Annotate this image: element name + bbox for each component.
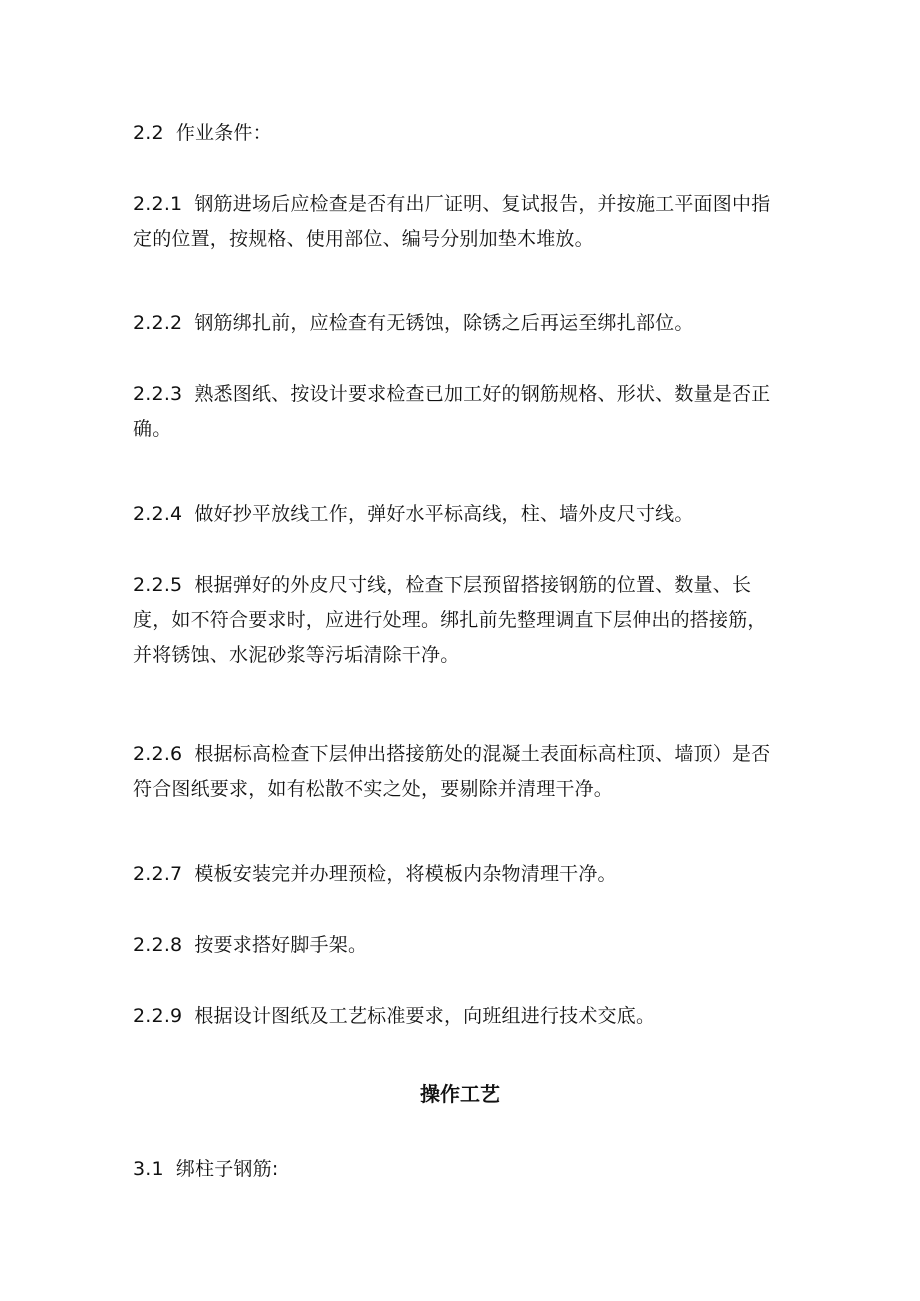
item-2-2-1 — [133, 187, 783, 257]
item-number: 2.2.9 — [133, 1005, 183, 1027]
item-2-2-6 — [133, 737, 783, 807]
item-2-2-7 — [133, 857, 783, 892]
item-2-2-2 — [133, 306, 783, 341]
section-title: 绑柱子钢筋: — [175, 1158, 279, 1180]
item-number: 2.2.5 — [133, 574, 183, 596]
section-3-heading: 操作工艺 — [420, 1082, 500, 1106]
item-number: 2.2.3 — [133, 383, 183, 405]
item-text: 模板安装完并办理预检，将模板内杂物清理干净。 — [194, 863, 617, 885]
item-2-2-4 — [133, 497, 783, 532]
item-number: 2.2.2 — [133, 312, 183, 334]
item-text: 根据设计图纸及工艺标准要求，向班组进行技术交底。 — [194, 1005, 656, 1027]
item-2-2-5 — [133, 568, 783, 673]
item-number: 2.2.4 — [133, 503, 183, 525]
item-text: 按要求搭好脚手架。 — [194, 934, 368, 956]
item-number: 2.2.8 — [133, 934, 183, 956]
section-number: 2.2 — [133, 122, 164, 144]
item-text: 根据标高检查下层伸出搭接筋处的混凝土表面标高柱顶、墙顶）是否符合图纸要求，如有松散不实之处，要剔除并清理干净。 — [133, 743, 771, 800]
item-text: 做好抄平放线工作，弹好水平标高线，柱、墙外皮尺寸线。 — [194, 503, 694, 525]
section-title: 作业条件： — [175, 122, 272, 144]
item-text: 钢筋绑扎前，应检查有无锈蚀，除锈之后再运至绑扎部位。 — [194, 312, 694, 334]
section-2-2-heading — [133, 116, 783, 151]
section-number: 3.1 — [133, 1158, 164, 1180]
item-text: 根据弹好的外皮尺寸线，检查下层预留搭接钢筋的位置、数量、长度，如不符合要求时，应进行处理。绑扎前先整理调直下层伸出的搭接筋，并将锈蚀、水泥砂浆等污垢清除干净。 — [133, 574, 767, 666]
item-2-2-8 — [133, 928, 783, 963]
item-number: 2.2.7 — [133, 863, 183, 885]
item-2-2-9 — [133, 999, 783, 1034]
item-2-2-3 — [133, 377, 783, 447]
item-number: 2.2.1 — [133, 193, 183, 215]
item-text: 钢筋进场后应检查是否有出厂证明、复试报告，并按施工平面图中指定的位置，按规格、使用部位、编号分别加垫木堆放。 — [133, 193, 771, 250]
section-3-1-heading — [133, 1152, 783, 1187]
item-number: 2.2.6 — [133, 743, 183, 765]
item-text: 熟悉图纸、按设计要求检查已加工好的钢筋规格、形状、数量是否正确。 — [133, 383, 771, 440]
